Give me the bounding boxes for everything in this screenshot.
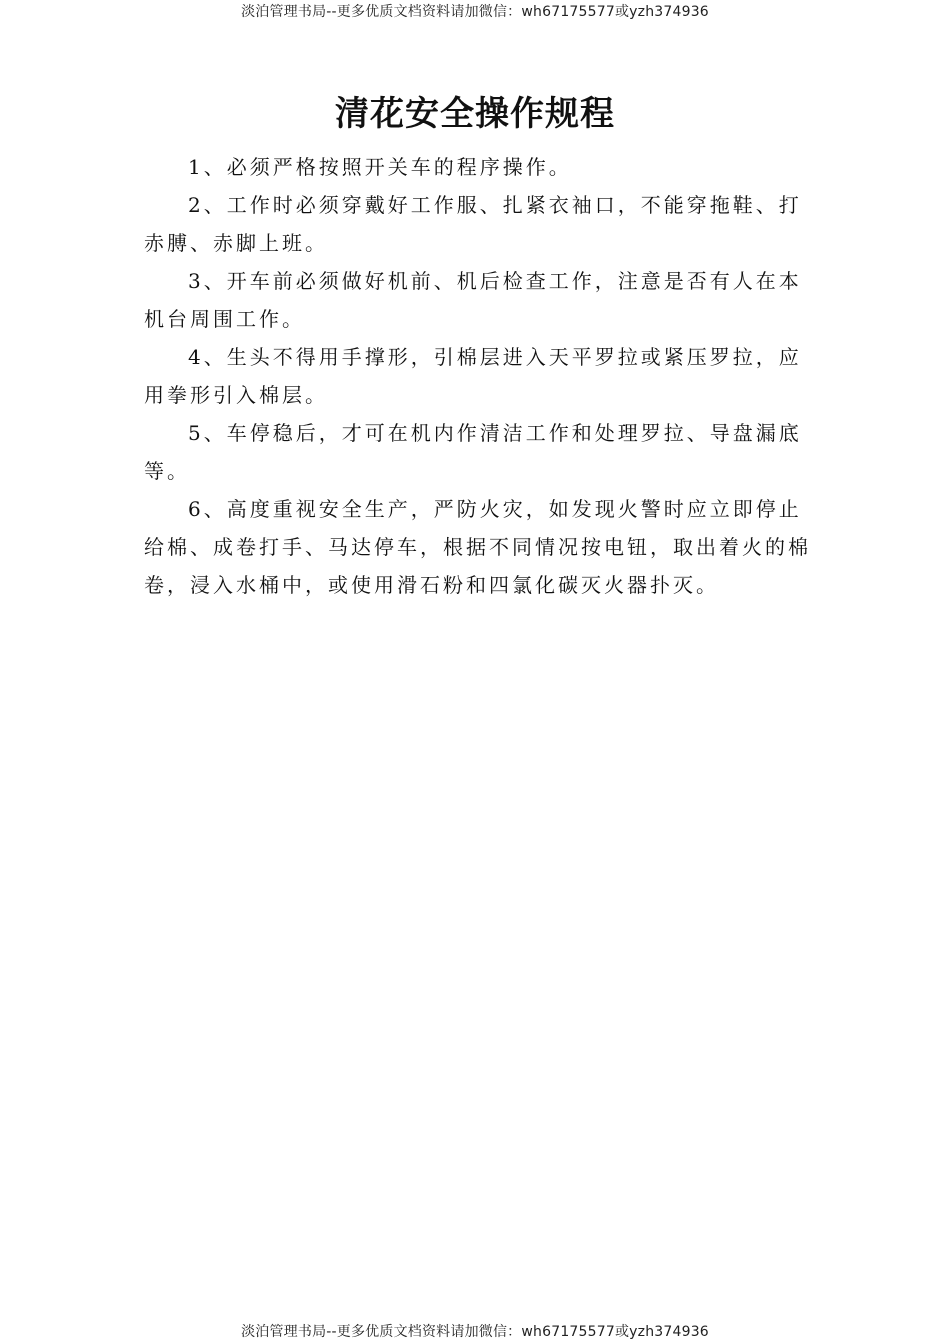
- page-header-note: 淡泊管理书局--更多优质文档资料请加微信：wh67175577或yzh374936: [241, 4, 709, 20]
- rule-item-4: 4、生头不得用手撑形，引棉层进入天平罗拉或紧压罗拉，应用拳形引入棉层。: [144, 345, 802, 407]
- rules-list: [144, 148, 824, 604]
- rule-item-3: 3、开车前必须做好机前、机后检查工作，注意是否有人在本机台周围工作。: [144, 269, 802, 331]
- rule-item-2: 2、工作时必须穿戴好工作服、扎紧衣袖口，不能穿拖鞋、打赤膊、赤脚上班。: [144, 193, 802, 255]
- rule-item-5: 5、车停稳后，才可在机内作清洁工作和处理罗拉、导盘漏底等。: [144, 421, 802, 483]
- rule-item-1: 1、必须严格按照开关车的程序操作。: [188, 155, 572, 179]
- document-title: 清花安全操作规程: [335, 94, 615, 134]
- rule-item-6: 6、高度重视安全生产，严防火灾，如发现火警时应立即停止给棉、成卷打手、马达停车，根据不同情况按电钮，取出着火的棉卷，浸入水桶中，或使用滑石粉和四氯化碳灭火器扑灭。: [144, 497, 811, 597]
- page-footer-note: 淡泊管理书局--更多优质文档资料请加微信：wh67175577或yzh374936: [241, 1324, 709, 1340]
